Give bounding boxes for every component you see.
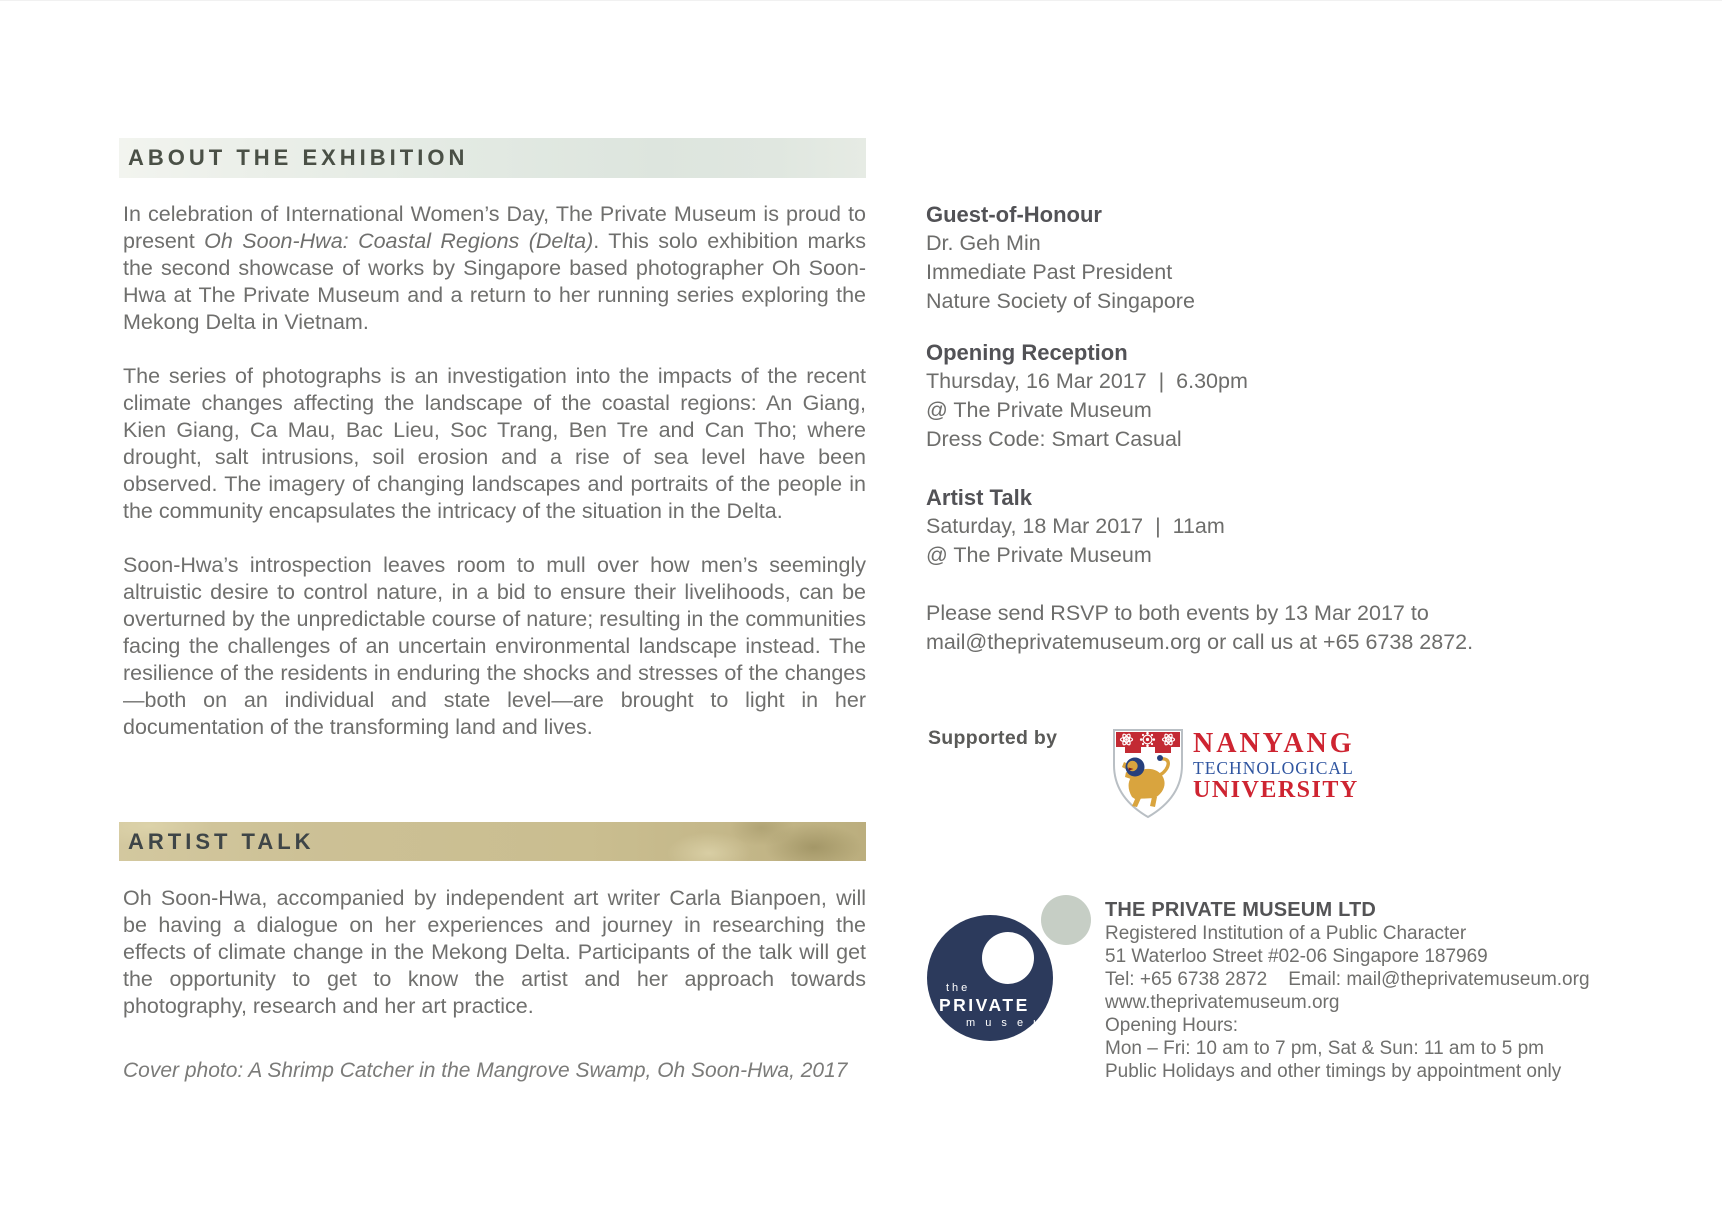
- about-p1-post: . This solo exhibition marks the second showcase of works by Singapore based photographer Oh Soon-Hwa at The Private Museum and a return to her running series exploring the Mekong Delta in Vietnam.: [123, 229, 866, 334]
- section-header-artist-talk: [119, 822, 866, 861]
- about-p1-pre: In celebration of International Women’s Day, The Private Museum is proud to present: [123, 202, 866, 253]
- museum-info-line: Opening Hours:: [1105, 1015, 1239, 1036]
- guest-of-honour-line: Nature Society of Singapore: [926, 289, 1195, 313]
- ntu-wordmark-line2: TECHNOLOGICAL: [1193, 758, 1354, 778]
- artist-talk-event-line: Saturday, 18 Mar 2017 | 11am: [926, 514, 1225, 538]
- private-museum-logo: [926, 890, 1098, 1045]
- section-header-about-label: ABOUT THE EXHIBITION: [128, 145, 469, 170]
- museum-name: THE PRIVATE MUSEUM LTD: [1105, 899, 1377, 921]
- rsvp-note: Please send RSVP to both events by 13 Mar 2017 to mail@theprivatemuseum.org or call us at +65 6738 2872.: [926, 601, 1474, 654]
- museum-info-line: Public Holidays and other timings by appointment only: [1105, 1061, 1562, 1082]
- cover-photo-caption: Cover photo: A Shrimp Catcher in the Mangrove Swamp, Oh Soon-Hwa, 2017: [123, 1059, 848, 1082]
- logo-text-museum: m u s e u m: [966, 1017, 1062, 1029]
- ntu-wordmark-line3: UNIVERSITY: [1193, 777, 1359, 803]
- artist-talk-body: [123, 885, 866, 1020]
- opening-reception-line: Thursday, 16 Mar 2017 | 6.30pm: [926, 369, 1248, 393]
- opening-reception-line: @ The Private Museum: [926, 398, 1152, 422]
- logo-text-the: the: [946, 982, 971, 994]
- artist-talk-paragraph: Oh Soon-Hwa, accompanied by independent art writer Carla Bianpoen, will be having a dialogue on her experiences and journey in researching the effects of climate change in the Mekong Delta. Participants of the talk will get the opportunity to get to know the artist and her approach towards photography, research and her art practice.: [123, 886, 866, 1018]
- supported-by-label: Supported by: [928, 727, 1058, 749]
- ntu-crest-icon: [1110, 727, 1186, 823]
- museum-info-line: Registered Institution of a Public Character: [1105, 923, 1467, 944]
- guest-of-honour-line: Immediate Past President: [926, 260, 1173, 284]
- ntu-wordmark: [1193, 730, 1365, 803]
- about-paragraph-2: The series of photographs is an investigation into the impacts of the recent climate changes affecting the landscape of the coastal regions: An Giang, Kien Giang, Ca Mau, Bac Lieu, Soc Trang, Ben Tre and Can Tho; where drought, salt intrusions, soil erosion and a rise of sea level have been observed. The imagery of changing landscapes and portraits of the people in the community encapsulates the intricacy of the situation in the Delta.: [123, 364, 866, 523]
- logo-text-private: PRIVATE: [939, 995, 1030, 1015]
- museum-info-line: Mon – Fri: 10 am to 7 pm, Sat & Sun: 11 am to 5 pm: [1105, 1038, 1544, 1059]
- museum-info-line: Tel: +65 6738 2872 Email: mail@theprivatemuseum.org: [1105, 969, 1590, 990]
- opening-reception-block: [926, 338, 1248, 454]
- private-museum-logo-icon: [926, 890, 1098, 1045]
- artist-talk-event-line: @ The Private Museum: [926, 543, 1152, 567]
- about-paragraph-3: Soon-Hwa’s introspection leaves room to mull over how men’s seemingly altruistic desire to control nature, in a bid to ensure their livelihoods, can be overturned by the unpredictable course of nature; resulting in the communities facing the challenges of an uncertain environmental landscape instead. The resilience of the residents in enduring the shocks and stresses of the changes—both on an individual and state level—are brought to light in her documentation of the transforming land and lives.: [123, 553, 866, 739]
- opening-reception-title: Opening Reception: [926, 340, 1128, 365]
- ntu-wordmark-line1: NANYANG: [1193, 728, 1355, 759]
- white-hole: [982, 932, 1034, 984]
- guest-of-honour-block: [926, 200, 1195, 316]
- ntu-logo: [1110, 725, 1370, 825]
- opening-reception-line: Dress Code: Smart Casual: [926, 427, 1182, 451]
- artist-talk-event-block: [926, 483, 1225, 570]
- museum-contact-block: [1105, 899, 1590, 1083]
- museum-info-line: www.theprivatemuseum.org: [1105, 992, 1340, 1013]
- about-exhibition-body: [123, 201, 866, 741]
- section-header-artist-talk-label: ARTIST TALK: [128, 828, 315, 854]
- exhibition-title-italic: Oh Soon-Hwa: Coastal Regions (Delta): [204, 229, 594, 253]
- artist-talk-event-title: Artist Talk: [926, 485, 1032, 510]
- section-header-about-the-exhibition: [119, 138, 866, 178]
- about-paragraph-1: [123, 201, 866, 336]
- sage-dot: [1041, 895, 1091, 945]
- guest-of-honour-line: Dr. Geh Min: [926, 231, 1041, 255]
- museum-info-line: 51 Waterloo Street #02-06 Singapore 187969: [1105, 946, 1488, 967]
- guest-of-honour-title: Guest-of-Honour: [926, 202, 1102, 227]
